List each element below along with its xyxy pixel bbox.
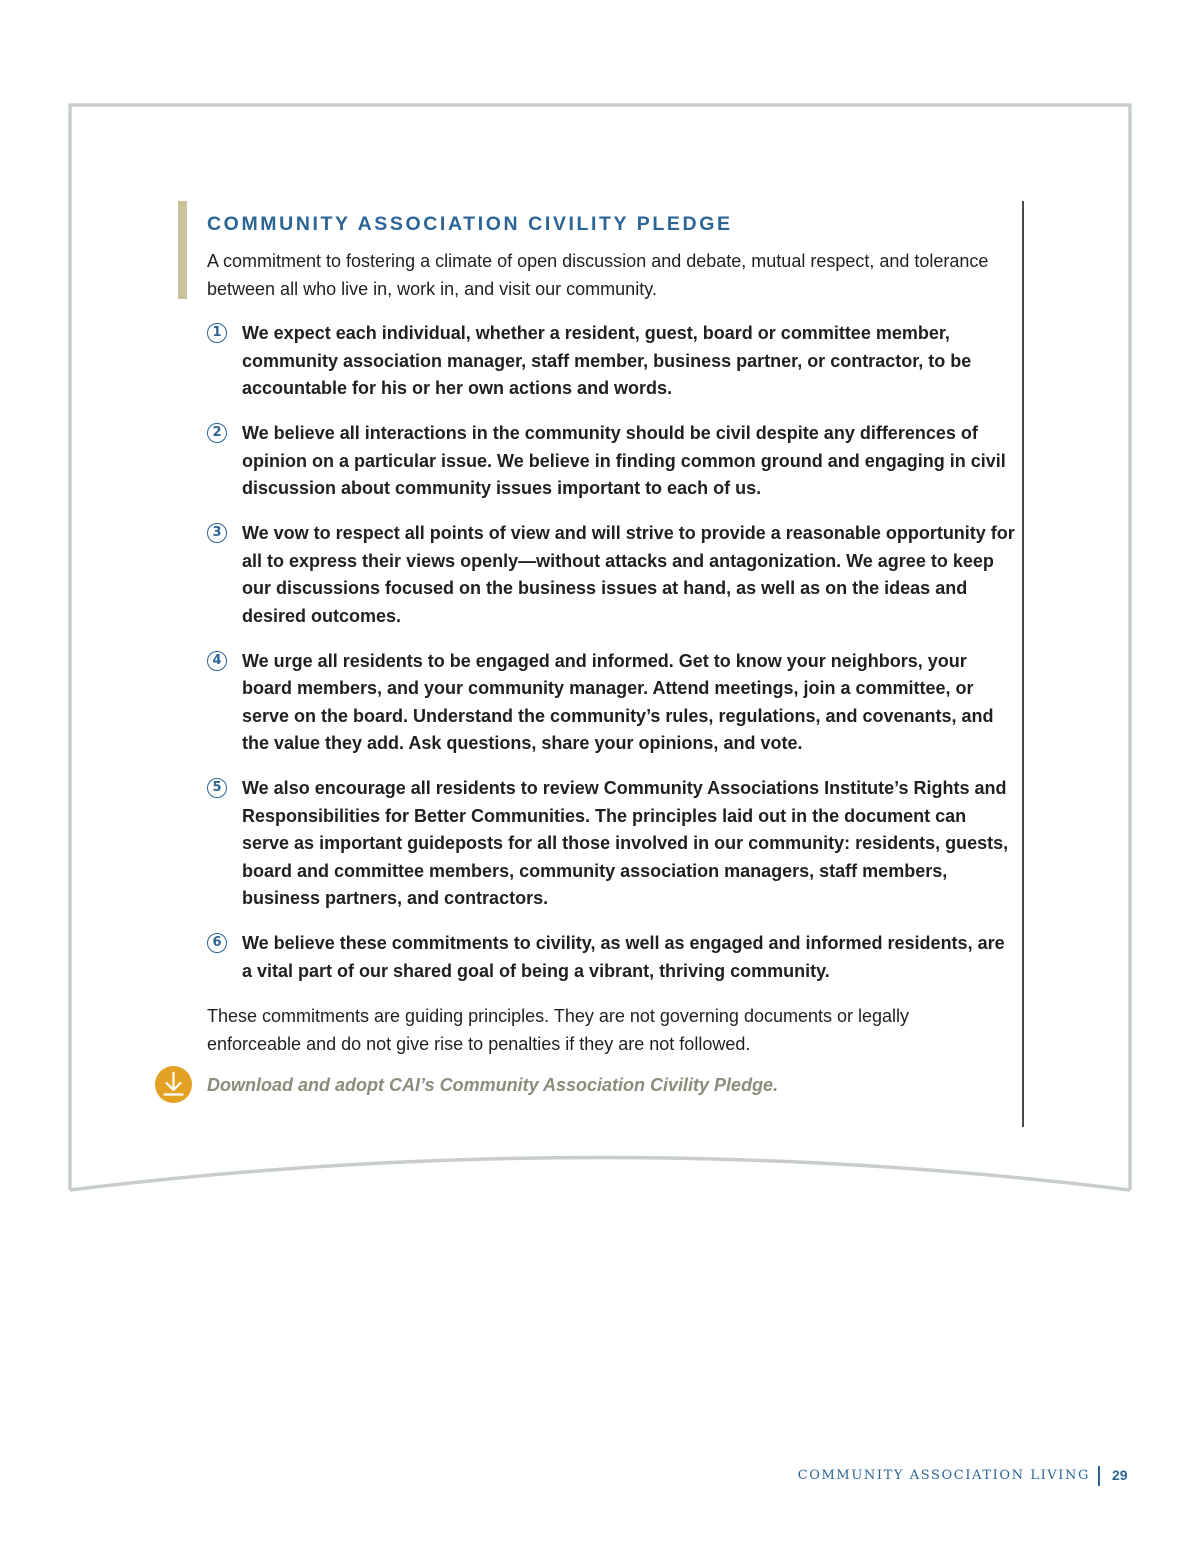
pledge-item-text: We believe all interactions in the community should be civil despite any differences of opinion on a particular issue. We believe in finding common ground and engaging in civil discussion about community issues important to each of us.: [242, 423, 1006, 498]
pledge-item: [207, 520, 1017, 630]
pledge-item: [207, 420, 1017, 503]
pledge-item: [207, 775, 1017, 913]
pledge-item-text: We believe these commitments to civility, as well as engaged and informed residents, are a vital part of our shared goal of being a vibrant, thriving community.: [242, 933, 1005, 981]
number-circle-icon: 2: [207, 423, 227, 443]
download-arrow-icon[interactable]: [155, 1066, 192, 1103]
pledge-item: [207, 930, 1017, 985]
title-accent-bar: [178, 201, 187, 299]
pledge-intro: A commitment to fostering a climate of open discussion and debate, mutual respect, and tolerance between all who live in, work in, and visit our community.: [207, 251, 989, 299]
footer-page-number: 29: [1112, 1467, 1128, 1483]
right-vertical-rule: [1022, 201, 1024, 1127]
footer-divider: [1098, 1466, 1100, 1486]
number-circle-icon: 1: [207, 323, 227, 343]
pledge-list: [207, 320, 1017, 1003]
pledge-item-text: We expect each individual, whether a resident, guest, board or committee member, community association manager, staff member, business partner, or contractor, to be accountable for his or her own actions and words.: [242, 323, 972, 398]
pledge-item: [207, 648, 1017, 758]
disclaimer-note: These commitments are guiding principles. They are not governing documents or legally enforceable and do not give rise to penalties if they are not followed.: [207, 1006, 910, 1054]
download-pledge-link[interactable]: Download and adopt CAI’s Community Association Civility Pledge.: [207, 1075, 779, 1095]
footer-publication-name: COMMUNITY ASSOCIATION LIVING: [797, 1468, 1090, 1483]
pledge-item-text: We urge all residents to be engaged and informed. Get to know your neighbors, your board members, and your community manager. Attend meetings, join a committee, or serve on the board. Understand the community’s rules, regulations, and covenants, and the value they add. Ask questions, share your opinions, and vote.: [242, 650, 994, 753]
number-circle-icon: 5: [207, 778, 227, 798]
pledge-item: [207, 320, 1017, 403]
pledge-item-text: We vow to respect all points of view and will strive to provide a reasonable opportunity for all to express their views openly—without attacks and antagonization. We agree to keep our discussions focused on the business issues at hand, as well as on the ideas and desired outcomes.: [242, 523, 1015, 626]
number-circle-icon: 4: [207, 651, 227, 671]
number-circle-icon: 3: [207, 523, 227, 543]
pledge-title: COMMUNITY ASSOCIATION CIVILITY PLEDGE: [207, 213, 733, 235]
pledge-item-text: We also encourage all residents to review Community Associations Institute’s Rights and Responsibilities for Better Communities. The principles laid out in the document can serve as important guideposts for all those involved in our community: residents, guests, board and committee members, community association managers, staff members, business partners, and contractors.: [242, 778, 1009, 908]
number-circle-icon: 6: [207, 933, 227, 953]
